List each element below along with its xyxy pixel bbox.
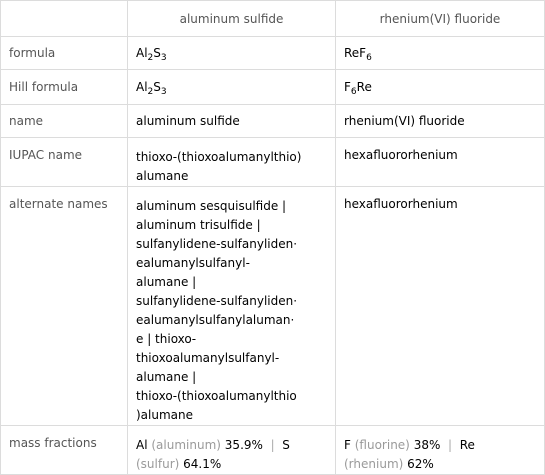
hill-a-part1: Al [136,80,148,94]
alternate-names-aluminum-sulfide [128,187,336,426]
row-iupac-name [1,138,545,187]
mass-separator: | [270,438,275,452]
header-row [1,1,545,37]
formula-a-part2: S [153,46,161,60]
row-formula [1,37,545,70]
alt-name-line: )alumane [136,408,194,422]
header-rhenium-fluoride: rhenium(VI) fluoride [336,1,545,37]
mass-element: F [344,438,351,452]
alt-name-line: thioxo‐(thioxoalumanylthio [136,389,297,403]
mass-element: Al [136,438,148,452]
alt-name-line: aluminum trisulfide | [136,218,261,232]
alt-name-line: alumane | [136,370,197,384]
formula-a-sub2: 3 [160,53,167,63]
iupac-aluminum-sulfide [128,138,336,187]
formula-aluminum-sulfide [128,37,336,70]
row-mass-fractions [1,426,545,475]
formula-a-part1: Al [136,46,148,60]
alternate-names-rhenium-fluoride: hexafluororhenium [336,187,545,426]
alt-name-line: sulfanylidene‐sulfanyliden⋅ [136,294,298,308]
hill-aluminum-sulfide [128,70,336,105]
iupac-a-line: thioxo‐(thioxoalumanylthio) [136,150,302,164]
row-label-formula: formula [1,37,128,70]
alt-name-line: ealumanylsulfanylaluman⋅ [136,313,295,327]
mass-element-name: (sulfur) [136,457,180,471]
row-alternate-names [1,187,545,426]
row-label-iupac-name: IUPAC name [1,138,128,187]
hill-a-sub2: 3 [160,87,167,97]
alt-name-line: sulfanylidene‐sulfanyliden⋅ [136,237,298,251]
hill-b-sub1: 6 [350,87,357,97]
formula-rhenium-fluoride [336,37,545,70]
row-label-hill-formula: Hill formula [1,70,128,105]
alt-name-line: aluminum sesquisulfide | [136,199,287,213]
row-label-mass-fractions: mass fractions [1,426,128,475]
mass-element: S [282,438,290,452]
hill-a-sub1: 2 [147,87,154,97]
header-empty-cell [1,1,128,37]
alt-name-line: alumane | [136,275,197,289]
formula-b-part1: ReF [344,46,367,60]
mass-element-name: (rhenium) [344,457,404,471]
mass-separator: | [448,438,453,452]
alt-name-line: e | thioxo‐ [136,332,197,346]
mass-element-name: (aluminum) [151,438,221,452]
formula-b-sub1: 6 [366,53,372,63]
mass-value: 62% [407,457,434,471]
mass-fractions-aluminum-sulfide [128,426,336,475]
formula-a-sub1: 2 [147,53,154,63]
hill-b-part2: Re [356,80,372,94]
mass-fractions-rhenium-fluoride [336,426,545,475]
alt-name-line: thioxoalumanylsulfanyl‐ [136,351,280,365]
mass-element-name: (fluorine) [354,438,410,452]
mass-value: 64.1% [183,457,222,471]
header-aluminum-sulfide: aluminum sulfide [128,1,336,37]
hill-b-part1: F [344,80,351,94]
mass-value: 35.9% [224,438,263,452]
row-name [1,105,545,138]
hill-a-part2: S [153,80,161,94]
name-rhenium-fluoride: rhenium(VI) fluoride [336,105,545,138]
mass-value: 38% [413,438,441,452]
row-label-name: name [1,105,128,138]
row-hill-formula [1,70,545,105]
iupac-rhenium-fluoride: hexafluororhenium [336,138,545,187]
alt-name-line: ealumanylsulfanyl‐ [136,256,250,270]
row-label-alternate-names: alternate names [1,187,128,426]
mass-element: Re [459,438,475,452]
hill-rhenium-fluoride [336,70,545,105]
name-aluminum-sulfide: aluminum sulfide [128,105,336,138]
iupac-a-line: alumane [136,169,189,183]
